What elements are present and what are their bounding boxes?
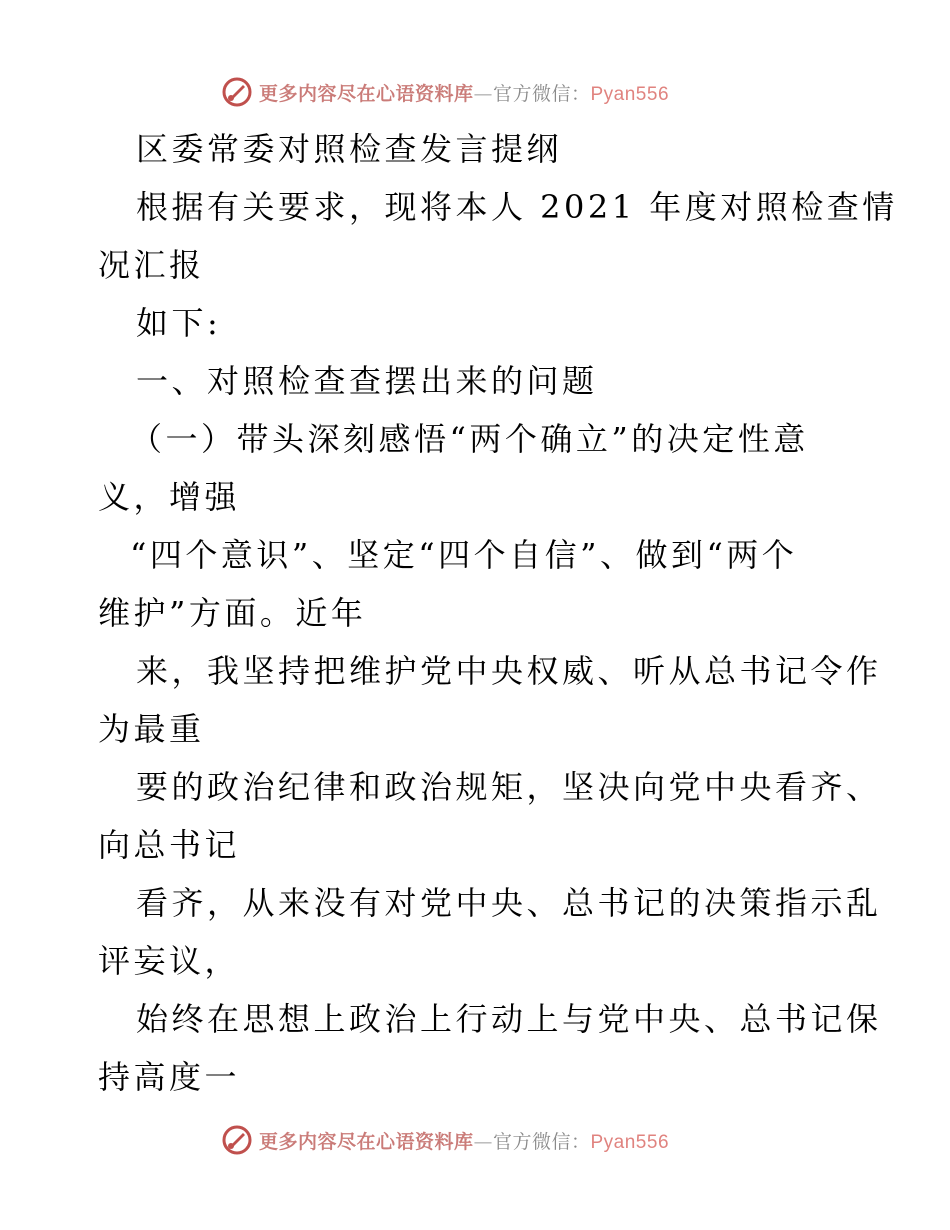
- watermark-official-label: 官方微信：: [492, 82, 591, 105]
- brand-logo-icon: [221, 76, 253, 108]
- watermark-wechat-id: Pyan556: [590, 1131, 670, 1153]
- paragraph-line: 根据有关要求，现将本人 2021 年度对照检查情: [136, 188, 898, 226]
- watermark-wechat-id: Pyan556: [590, 83, 670, 105]
- watermark-brand: 更多内容尽在心语资料库: [258, 82, 474, 105]
- paragraph-line: 始终在思想上政治上行动上与党中央、总书记保: [136, 1000, 882, 1038]
- paragraph-line: 来，我坚持把维护党中央权威、听从总书记令作: [136, 652, 882, 690]
- paragraph-line: 持高度一: [98, 1058, 241, 1096]
- paragraph-line: 评妄议，: [98, 942, 241, 980]
- watermark-separator: —: [473, 1130, 493, 1153]
- paragraph-line: 看齐，从来没有对党中央、总书记的决策指示乱: [136, 884, 882, 922]
- watermark-separator: —: [473, 82, 493, 105]
- paragraph-line: 向总书记: [98, 826, 241, 864]
- header-watermark: [0, 72, 950, 112]
- paragraph-line: 义，增强: [98, 478, 241, 516]
- watermark-official-label: 官方微信：: [492, 1130, 591, 1153]
- section-heading: 一、对照检查查摆出来的问题: [136, 362, 598, 400]
- watermark-brand: 更多内容尽在心语资料库: [258, 1130, 474, 1153]
- document-body: [98, 120, 898, 1106]
- footer-watermark: [0, 1120, 950, 1160]
- paragraph-line: （一）带头深刻感悟“两个确立”的决定性意: [130, 420, 809, 458]
- paragraph-line: 况汇报: [98, 246, 205, 284]
- paragraph-line: “四个意识”、坚定“四个自信”、做到“两个: [130, 536, 798, 574]
- document-title: 区委常委对照检查发言提纲: [136, 130, 563, 168]
- paragraph-line: 如下:: [136, 304, 222, 342]
- brand-logo-icon: [221, 1124, 253, 1156]
- paragraph-line: 要的政治纪律和政治规矩，坚决向党中央看齐、: [136, 768, 882, 806]
- paragraph-line: 维护”方面。近年: [98, 594, 367, 632]
- watermark-text: [259, 1127, 669, 1154]
- watermark-text: [259, 79, 669, 106]
- paragraph-line: 为最重: [98, 710, 205, 748]
